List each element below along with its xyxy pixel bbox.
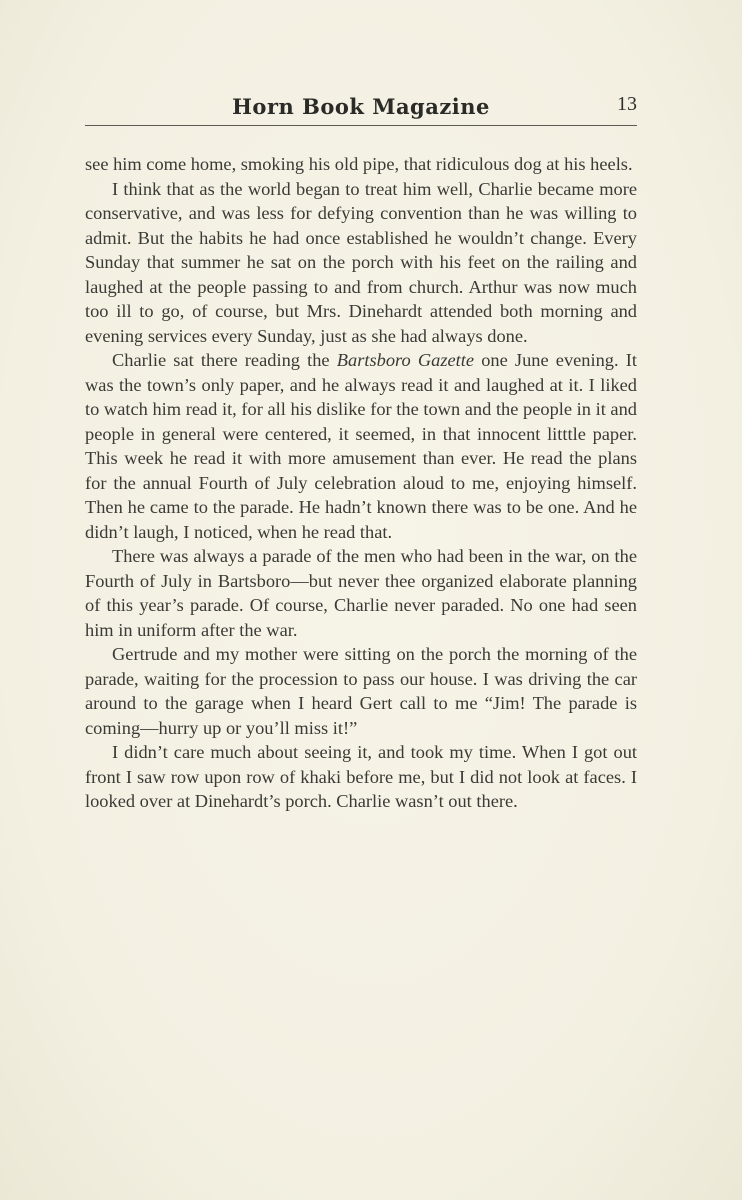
- story-text: [85, 152, 637, 814]
- paragraph: I didn’t care much about seeing it, and took my time. When I got out front I saw row upon row of khaki before me, but I did not look at faces. I looked over at Dinehardt’s porch. Charlie wasn’t out there.: [85, 742, 637, 811]
- paragraph: There was always a parade of the men who had been in the war, on the Fourth of July in Bartsboro—but never thee organized elaborate planning of this year’s parade. Of course, Charlie never paraded. No one had seen him in uniform after the war.: [85, 546, 637, 640]
- paragraph-text: one June evening. It was the town’s only paper, and he always read it and laughed at it. I liked to watch him read it, for all his dislike for the town and the people in it and people in general were centered, it seemed, in that innocent litttle paper. This week he read it with more amusement than ever. He read the plans for the annual Fourth of July celebration aloud to me, enjoying himself. Then he came to the parade. He hadn’t known there was to be one. And he didn’t laugh, I noticed, when he read that.: [85, 350, 638, 542]
- magazine-title: Horn Book Magazine: [232, 94, 490, 119]
- page-number: 13: [617, 93, 637, 115]
- paragraph: Gertrude and my mother were sitting on the porch the morning of the parade, waiting for the procession to pass our house. I was driving the car around to the garage when I heard Gert call to me “Jim! The parade is coming—hurry up or you’ll miss it!”: [85, 644, 637, 738]
- paragraph-text: Charlie sat there reading the: [112, 350, 337, 370]
- paragraph: [85, 348, 637, 544]
- paragraph: I think that as the world began to treat him well, Charlie became more conservative, and was less for defying convention than he was willing to admit. But the habits he had once established he wouldn’t change. Every Sunday that summer he sat on the porch with his feet on the railing and laughed at the people passing to and from church. Arthur was now much too ill to go, of course, but Mrs. Dinehardt attended both morning and evening services every Sunday, just as she had always done.: [85, 178, 637, 346]
- paragraph: see him come home, smoking his old pipe, that ridiculous dog at his heels.: [85, 154, 633, 174]
- header-rule: [85, 125, 637, 126]
- running-head: [85, 90, 637, 130]
- newspaper-title: Bartsboro Gazette: [336, 350, 475, 370]
